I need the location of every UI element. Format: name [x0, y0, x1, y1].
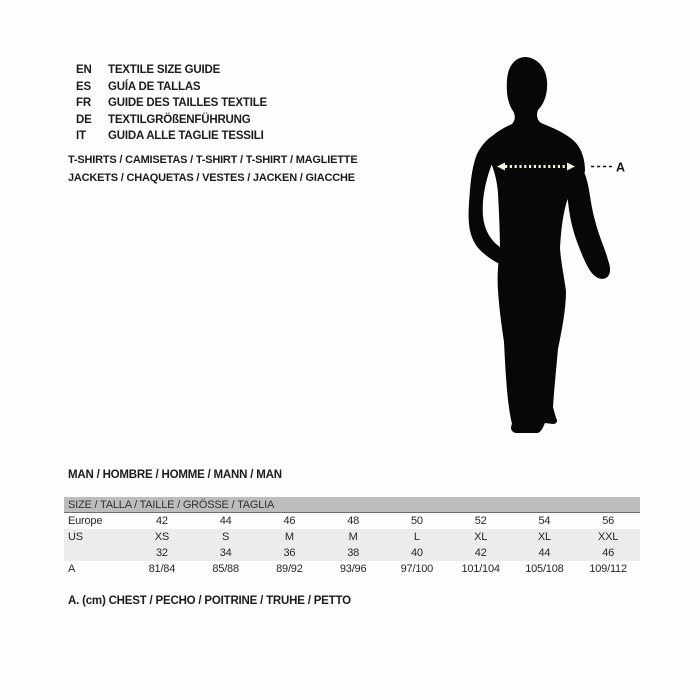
table-cell: 85/88	[212, 563, 239, 575]
language-label: GUIDA ALLE TAGLIE TESSILI	[108, 130, 264, 143]
table-cell: S	[194, 529, 258, 545]
table-cell: 38	[321, 545, 385, 561]
table-cell: L	[385, 529, 449, 545]
category-jackets: JACKETS / CHAQUETAS / VESTES / JACKEN / GIACCHE	[68, 171, 355, 184]
language-list	[76, 62, 267, 145]
language-label: TEXTILE SIZE GUIDE	[108, 64, 221, 77]
table-row-us-numeric	[64, 545, 640, 561]
man-left-arm	[469, 133, 511, 266]
table-cell: 97/100	[400, 563, 434, 575]
language-label: TEXTILGRÖßENFÜHRUNG	[108, 113, 251, 126]
category-tshirts: T-SHIRTS / CAMISETAS / T-SHIRT / T-SHIRT / MAGLIETTE	[68, 154, 358, 166]
measurement-label: A	[616, 160, 626, 175]
section-title-man: MAN / HOMBRE / HOMME / MANN / MAN	[68, 469, 282, 481]
size-table	[64, 497, 640, 577]
table-cell: 93/96	[339, 563, 367, 575]
table-cell: M	[321, 529, 385, 545]
table-cell: 42	[155, 515, 168, 527]
table-cell: 89/92	[276, 563, 303, 575]
row-label: A	[68, 563, 76, 575]
table-cell: 40	[385, 545, 449, 561]
measurement-footnote: A. (cm) CHEST / PECHO / POITRINE / TRUHE / PETTO	[68, 595, 351, 607]
table-cell: 109/112	[589, 563, 627, 575]
table-cell: 44	[219, 515, 232, 527]
table-cell: 52	[474, 515, 487, 527]
table-cell: 34	[194, 545, 258, 561]
language-code: FR	[76, 97, 91, 110]
table-row-chest-measure	[64, 561, 640, 577]
table-cell: 101/104	[461, 563, 500, 575]
size-table-header-row	[64, 497, 640, 513]
language-label: GUÍA DE TALLAS	[108, 80, 201, 93]
language-row-de	[76, 112, 267, 129]
table-cell: 105/108	[525, 563, 564, 575]
language-row-fr	[76, 95, 267, 112]
language-row-en	[76, 62, 267, 79]
language-code: IT	[76, 130, 86, 143]
chest-arrowhead-right	[567, 163, 575, 171]
table-cell: 48	[347, 515, 360, 527]
table-cell: XL	[513, 529, 577, 545]
row-label: Europe	[68, 515, 103, 527]
table-cell: XXL	[576, 529, 640, 545]
table-cell: XL	[449, 529, 513, 545]
garment-categories	[68, 152, 357, 187]
man-right-arm	[547, 141, 610, 279]
language-code: ES	[76, 80, 91, 93]
table-cell: 44	[513, 545, 577, 561]
table-cell: 46	[283, 515, 296, 527]
chest-arrowhead-left	[497, 163, 505, 171]
language-row-es	[76, 79, 267, 96]
size-table-header: SIZE / TALLA / TAILLE / GRÖSSE / TAGLIA	[64, 497, 640, 513]
language-label: GUIDE DES TAILLES TEXTILE	[108, 97, 267, 110]
table-cell: 32	[130, 545, 194, 561]
table-row-us	[64, 529, 640, 545]
table-cell: 46	[576, 545, 640, 561]
table-cell: 42	[449, 545, 513, 561]
row-label: US	[64, 529, 130, 545]
table-cell: XS	[130, 529, 194, 545]
table-cell: 50	[410, 515, 423, 527]
table-cell: 36	[258, 545, 322, 561]
man-silhouette-body	[487, 57, 585, 433]
table-cell: 54	[538, 515, 551, 527]
table-row-europe	[64, 513, 640, 530]
table-cell: M	[258, 529, 322, 545]
row-label	[64, 545, 130, 561]
language-code: EN	[76, 64, 92, 77]
table-cell: 56	[602, 515, 615, 527]
table-cell: 81/84	[148, 563, 176, 575]
language-row-it	[76, 128, 267, 145]
language-code: DE	[76, 113, 92, 126]
